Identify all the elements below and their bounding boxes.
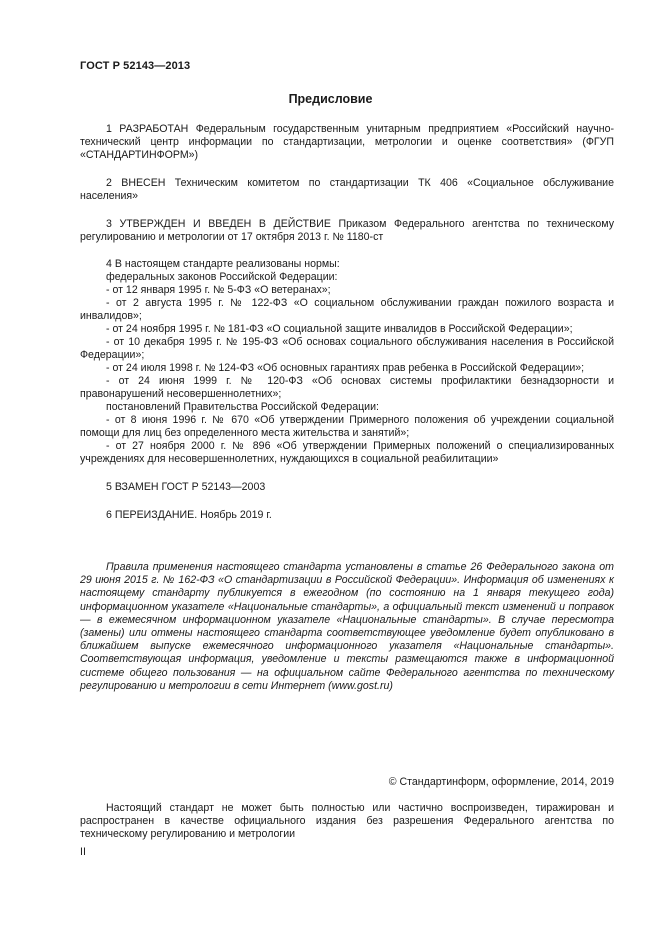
decree-list-item: - от 27 ноября 2000 г. № 896 «Об утверждении Примерных положений о специализированных учреждениях для несовершеннолетних, нуждающихся в социальной реабилитации» xyxy=(80,440,614,465)
document-code-header: ГОСТ Р 52143—2013 xyxy=(80,60,191,72)
law-list-item: - от 2 августа 1995 г. № 122-ФЗ «О социальном обслуживании граждан пожилого возраста и инвалидов»; xyxy=(80,297,614,322)
page-title: Предисловие xyxy=(288,92,373,106)
decree-list-item: - от 8 июня 1996 г. № 670 «Об утверждении Примерного положения об учреждении социальной помощи для лиц без определенного места жительства и занятий»; xyxy=(80,414,614,439)
item-4-norms xyxy=(80,258,614,466)
item-2-introduced: 2 ВНЕСЕН Техническим комитетом по стандартизации ТК 406 «Социальное обслуживание населения» xyxy=(80,177,614,202)
law-list-item: - от 24 июня 1999 г. № 120-ФЗ «Об основах системы профилактики безнадзорности и правонарушений несовершеннолетних»; xyxy=(80,375,614,400)
item-4-intro: 4 В настоящем стандарте реализованы нормы: xyxy=(106,258,340,270)
item-3-approved: 3 УТВЕРЖДЕН И ВВЕДЕН В ДЕЙСТВИЕ Приказом Федерального агентства по техническому регулированию и метрологии от 17 октября 2013 г. № 1180-ст xyxy=(80,218,614,243)
federal-laws-heading: федеральных законов Российской Федерации: xyxy=(106,271,338,283)
law-list-item: - от 10 декабря 1995 г. № 195-ФЗ «Об основах социального обслуживания населения в Российской Федерации»; xyxy=(80,336,614,361)
page-number: II xyxy=(80,846,86,858)
copyright-line: © Стандартинформ, оформление, 2014, 2019 xyxy=(388,776,614,788)
government-decrees-heading: постановлений Правительства Российской Федерации: xyxy=(106,401,379,413)
item-1-developed: 1 РАЗРАБОТАН Федеральным государственным унитарным предприятием «Российский научно-технический центр информации по стандартизации, метрологии и оценке соответствия» (ФГУП «СТАНДАРТИНФОРМ») xyxy=(80,123,614,161)
law-list-item: - от 24 ноября 1995 г. № 181-ФЗ «О социальной защите инвалидов в Российской Федерации»; xyxy=(106,323,573,335)
law-list-item: - от 24 июля 1998 г. № 124-ФЗ «Об основных гарантиях прав ребенка в Российской Федерации»; xyxy=(106,362,585,374)
item-6-reissue: 6 ПЕРЕИЗДАНИЕ. Ноябрь 2019 г. xyxy=(106,509,272,521)
law-list-item: - от 12 января 1995 г. № 5-ФЗ «О ветеранах»; xyxy=(106,284,331,296)
reproduction-notice: Настоящий стандарт не может быть полностью или частично воспроизведен, тиражирован и распространен в качестве официального издания без разрешения Федерального агентства по техническому регулированию и метрологии xyxy=(80,802,614,840)
application-rules-notice: Правила применения настоящего стандарта установлены в статье 26 Федерального закона от 29 июня 2015 г. № 162-ФЗ «О стандартизации в Российской Федерации». Информация об изменениях к настоящему стандарту публикуется в ежегодном (по состоянию на 1 января текущего года) информационном указателе «Национальные стандарты», а официальный текст изменений и поправок — в ежемесячном информационном указателе «Национальные стандарты». В случае пересмотра (замены) или отмены настоящего стандарта соответствующее уведомление будет опубликовано в ближайшем выпуске ежемесячного информационного указателя «Национальные стандарты». Соответствующая информация, уведомление и тексты размещаются также в информационной системе общего пользования — на официальном сайте Федерального агентства по техническому регулированию и метрологии в сети Интернет (www.gost.ru) xyxy=(80,561,614,692)
item-5-replaces: 5 ВЗАМЕН ГОСТ Р 52143—2003 xyxy=(106,481,266,493)
